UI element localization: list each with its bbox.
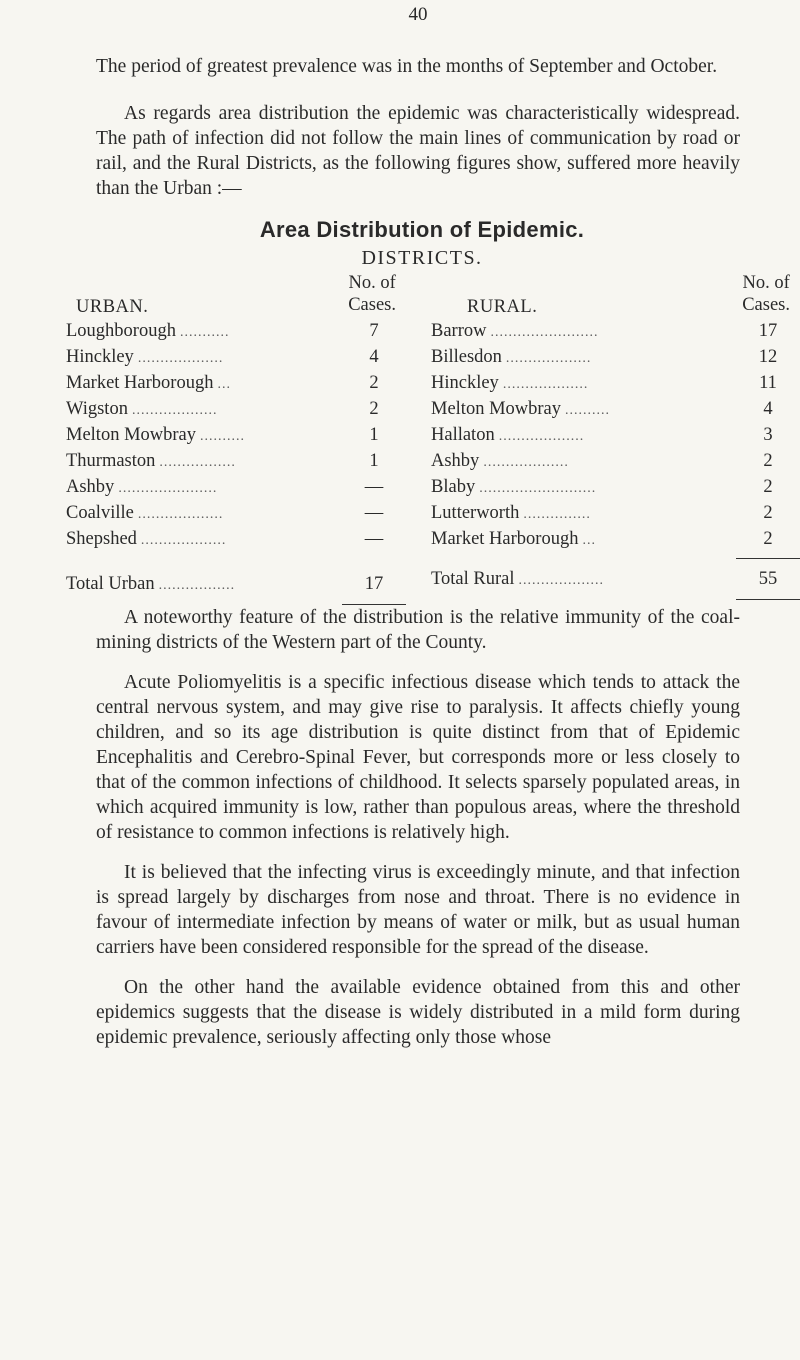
case-count: 1 [369, 425, 379, 445]
case-count: 1 [369, 451, 379, 471]
district-name: Blaby [431, 477, 476, 497]
case-count: 2 [763, 529, 773, 549]
table-row [421, 344, 790, 370]
rural-cases-heading-line1: No. of [742, 273, 790, 293]
table-row [66, 370, 396, 396]
rural-header [421, 272, 790, 318]
urban-header [66, 272, 396, 318]
leader-dots: ................... [502, 377, 589, 392]
leader-dots: ................... [131, 403, 218, 418]
district-name: Market Harborough [431, 529, 579, 549]
table-row [66, 344, 396, 370]
table-row [66, 396, 396, 422]
leader-dots: ................... [140, 533, 227, 548]
district-name: Ashby [431, 451, 480, 471]
case-count: 2 [763, 451, 773, 471]
case-count: 12 [758, 347, 778, 367]
urban-total-value: 17 [364, 574, 384, 594]
case-count: 2 [369, 373, 379, 393]
case-count: 4 [369, 347, 379, 367]
paragraph-mild-form-distribution: On the other hand the available evidence obtained from this and other epidemics suggests that the disease is widely distributed in a mild form during epidemic prevalence, seriously affecting only those whose [96, 977, 740, 1048]
leader-dots: .......... [565, 403, 610, 418]
leader-dots: ........................ [490, 325, 599, 340]
district-name: Hinckley [66, 347, 134, 367]
district-name: Lutterworth [431, 503, 520, 523]
table-row [66, 474, 396, 500]
leader-dots: ................... [505, 351, 592, 366]
leader-dots: ................... [137, 351, 224, 366]
urban-cases-heading-line1: No. of [348, 273, 396, 293]
table-row [421, 396, 790, 422]
table-row [66, 526, 396, 552]
leader-dots: ... [217, 377, 231, 392]
urban-cases-heading-line2: Cases. [348, 295, 396, 315]
case-count: 7 [369, 321, 379, 341]
district-name: Hallaton [431, 425, 495, 445]
urban-total-underline [342, 604, 406, 605]
table-subtitle: DISTRICTS. [361, 247, 483, 269]
table-title: Area Distribution of Epidemic. [259, 217, 585, 242]
leader-dots: ................. [159, 455, 236, 470]
rural-heading: RURAL. [467, 297, 538, 317]
urban-column [66, 272, 396, 605]
district-name: Billesdon [431, 347, 502, 367]
leader-dots: ................. [158, 578, 236, 593]
case-count: 4 [763, 399, 773, 419]
leader-dots: ...................... [118, 481, 218, 496]
leader-dots: .......................... [479, 481, 597, 496]
table-row [421, 422, 790, 448]
rural-total-row [421, 565, 790, 593]
leader-dots: ... [582, 533, 596, 548]
district-name: Loughborough [66, 321, 176, 341]
case-count: 3 [763, 425, 773, 445]
case-count: — [364, 529, 384, 549]
district-name: Market Harborough [66, 373, 214, 393]
table-row [66, 318, 396, 344]
district-name: Ashby [66, 477, 115, 497]
urban-heading: URBAN. [76, 297, 149, 317]
page-number: 40 [408, 4, 428, 25]
table-row [421, 318, 790, 344]
table-row [421, 526, 790, 552]
case-count: 11 [759, 373, 777, 393]
table-row [66, 500, 396, 526]
leader-dots: ............... [523, 507, 591, 522]
leader-dots: ................... [137, 507, 224, 522]
leader-dots: ................... [498, 429, 585, 444]
paragraph-virus-transmission: It is believed that the infecting virus is exceedingly minute, and that infection is spread largely by discharges from nose and throat. There is no evidence in favour of intermediate infection by means of water or milk, but as usual human carriers have been considered responsible for the spread of the disease. [96, 862, 740, 958]
case-count: 2 [763, 477, 773, 497]
district-name: Wigston [66, 399, 128, 419]
leader-dots: ........... [179, 325, 230, 340]
case-count: 2 [369, 399, 379, 419]
rural-total-label: Total Rural [431, 569, 515, 589]
table-row [66, 422, 396, 448]
urban-total-label: Total Urban [66, 574, 155, 594]
table-row [66, 448, 396, 474]
urban-rows [66, 318, 396, 552]
paragraph-prevalence-period: The period of greatest prevalence was in the months of September and October. [96, 56, 718, 77]
rural-cases-heading-line2: Cases. [742, 295, 790, 315]
rural-total-underline [736, 599, 800, 600]
rural-column [421, 272, 790, 600]
urban-cases-heading [348, 272, 396, 316]
district-name: Hinckley [431, 373, 499, 393]
leader-dots: ................... [518, 573, 604, 588]
case-count: 2 [763, 503, 773, 523]
rural-cases-heading [742, 272, 790, 316]
district-name: Barrow [431, 321, 487, 341]
leader-dots: ................... [483, 455, 569, 470]
district-distribution-table [66, 272, 790, 597]
table-row [421, 500, 790, 526]
district-name: Melton Mowbray [66, 425, 196, 445]
paragraph-coal-mining-immunity: A noteworthy feature of the distribution is the relative immunity of the coal-mining districts of the Western part of the County. [96, 607, 740, 653]
district-name: Coalville [66, 503, 134, 523]
case-count: 17 [758, 321, 778, 341]
table-row [421, 474, 790, 500]
paragraph-area-distribution: As regards area distribution the epidemic was characteristically widespread. The path of infection did not follow the main lines of communication by road or rail, and the Rural Districts, as the following figures show, suffered more heavily than the Urban :— [96, 103, 740, 199]
table-row [421, 448, 790, 474]
leader-dots: .......... [200, 429, 245, 444]
rural-rows [421, 318, 790, 552]
district-name: Melton Mowbray [431, 399, 561, 419]
case-count: — [364, 503, 384, 523]
district-name: Thurmaston [66, 451, 156, 471]
district-name: Shepshed [66, 529, 137, 549]
rural-total-value: 55 [758, 569, 778, 589]
paragraph-poliomyelitis-description: Acute Poliomyelitis is a specific infectious disease which tends to attack the central nervous system, and may give rise to paralysis. It affects chiefly young children, and so its age distribution is quite distinct from that of Epidemic Encephalitis and Cerebro-Spinal Fever, but corresponds more or less closely to that of the common infections of childhood. It selects sparsely populated areas, in which acquired immunity is low, rather than populous areas, where the threshold of resistance to common infections is relatively high. [96, 672, 740, 843]
rural-total-overline [736, 558, 800, 559]
case-count: — [364, 477, 384, 497]
urban-total-row [66, 570, 396, 598]
table-row [421, 370, 790, 396]
